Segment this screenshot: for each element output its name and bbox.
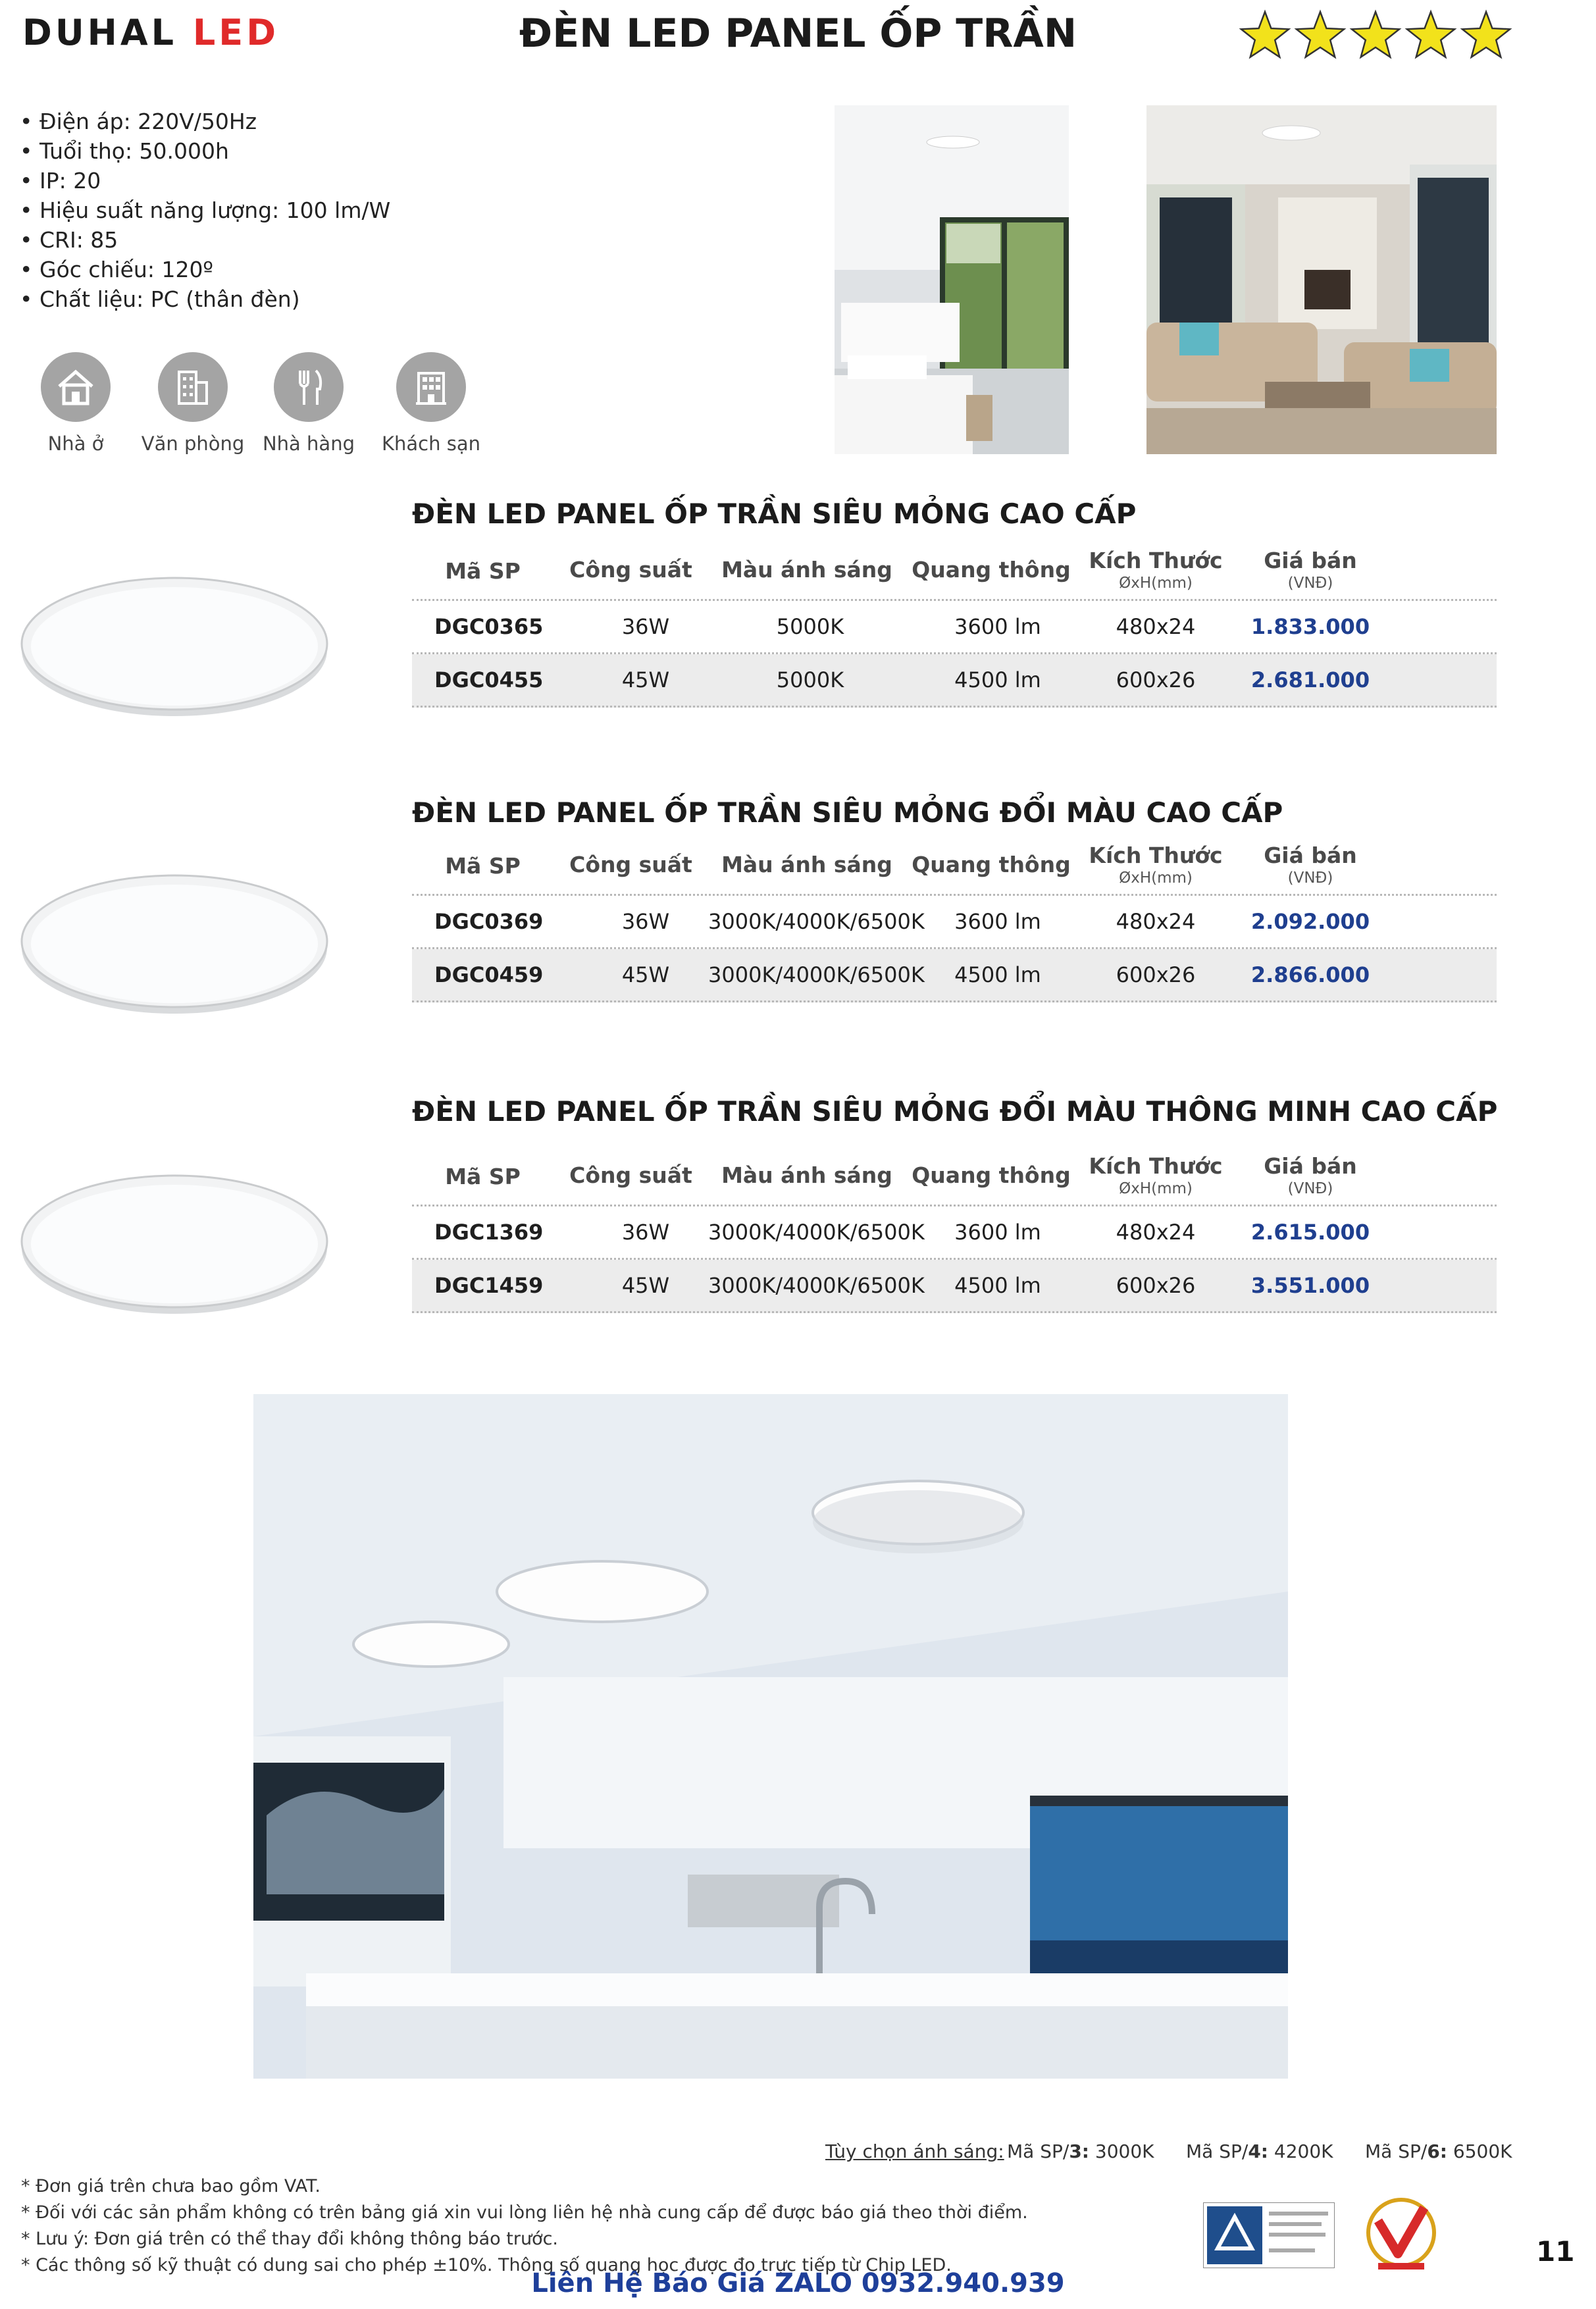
spec-list [20, 107, 390, 314]
product-color: 3000K/4000K/6500K [708, 962, 925, 987]
product-power: 45W [621, 962, 670, 987]
star-icon [1407, 12, 1454, 57]
product-size: 600x26 [1116, 1273, 1196, 1298]
brand-name-a: DUHAL [22, 12, 178, 53]
header-power: Công suất [569, 852, 692, 877]
price-table [412, 1149, 1497, 1313]
spec-item: • CRI: 85 [39, 225, 390, 255]
star-icon [1352, 12, 1399, 57]
header-price-unit: (VNĐ) [1287, 869, 1333, 887]
header-code: Mã SP [445, 1164, 521, 1189]
application-label: Khách sạn [382, 432, 480, 455]
option-code: 3: [1069, 2140, 1089, 2162]
footnote: * Lưu ý: Đơn giá trên có thể thay đổi không thông báo trước. [21, 2229, 558, 2249]
page-number: 11 [1536, 2235, 1575, 2268]
header-flux: Quang thông [912, 557, 1071, 583]
hotel-icon [396, 352, 466, 422]
product-color: 3000K/4000K/6500K [708, 1220, 925, 1245]
price-table [412, 544, 1497, 708]
product-image-lamp-2 [20, 864, 329, 1022]
footnotes [21, 2173, 1028, 2279]
fork-knife-icon [274, 352, 344, 422]
spec-item: • Tuổi thọ: 50.000h [39, 136, 390, 166]
header-price-label: Giá bán [1264, 548, 1357, 573]
option-prefix: Mã SP/ [1186, 2140, 1248, 2162]
header-price [1235, 843, 1386, 887]
product-size: 480x24 [1116, 1220, 1196, 1245]
living-room-photo [1146, 105, 1497, 454]
header-size [1077, 548, 1235, 592]
footnote: * Đơn giá trên chưa bao gồm VAT. [21, 2176, 321, 2196]
application-office [137, 352, 249, 455]
header-size-unit: ØxH(mm) [1119, 1180, 1193, 1197]
tuv-certification-logo [1203, 2202, 1335, 2268]
light-options-label [825, 2140, 1004, 2162]
header-price-label: Giá bán [1264, 1153, 1357, 1179]
header-size-label: Kích Thước [1089, 1153, 1223, 1179]
section-title: ĐÈN LED PANEL ỐP TRẦN SIÊU MỎNG ĐỔI MÀU CAO CẤP [412, 796, 1283, 829]
product-code: DGC0369 [434, 909, 544, 934]
section-title: ĐÈN LED PANEL ỐP TRẦN SIÊU MỎNG CAO CẤP [412, 498, 1137, 530]
product-price: 2.615.000 [1250, 1220, 1370, 1245]
light-option-6500k [1365, 2140, 1512, 2162]
product-flux: 4500 lm [954, 1273, 1041, 1298]
table-header [412, 1149, 1497, 1206]
option-value: 6500K [1447, 2140, 1512, 2162]
kitchen-photo [253, 1394, 1288, 2079]
light-option-4200k [1186, 2140, 1333, 2162]
product-power: 36W [621, 909, 670, 934]
product-code: DGC1459 [434, 1273, 544, 1298]
option-value: 4200K [1268, 2140, 1333, 2162]
product-price: 3.551.000 [1250, 1273, 1370, 1298]
product-code: DGC1369 [434, 1220, 544, 1245]
product-power: 36W [621, 1220, 670, 1245]
header-price-unit: (VNĐ) [1287, 575, 1333, 592]
table-row [412, 949, 1497, 1002]
product-price: 2.681.000 [1250, 667, 1370, 692]
product-flux: 3600 lm [954, 909, 1041, 934]
product-code: DGC0365 [434, 614, 544, 639]
star-icon [1297, 12, 1344, 57]
header-price [1235, 548, 1386, 592]
footnote: * Đối với các sản phẩm không có trên bảng giá xin vui lòng liên hệ nhà cung cấp để được báo giá theo thời điểm. [21, 2202, 1028, 2223]
table-row [412, 1206, 1497, 1260]
application-label: Văn phòng [141, 432, 245, 455]
quality-award-logo [1358, 2194, 1444, 2273]
header-color: Màu ánh sáng [721, 557, 892, 583]
product-flux: 3600 lm [954, 614, 1041, 639]
product-size: 480x24 [1116, 614, 1196, 639]
product-color: 5000K [776, 614, 844, 639]
header-power: Công suất [569, 557, 692, 583]
application-hotel [375, 352, 487, 455]
product-image-lamp-3 [20, 1164, 329, 1322]
office-building-icon [158, 352, 228, 422]
option-prefix: Mã SP/ [1007, 2140, 1069, 2162]
bedroom-photo [835, 105, 1069, 454]
option-prefix: Mã SP/ [1365, 2140, 1428, 2162]
spec-item: • Góc chiếu: 120º [39, 255, 390, 284]
header-code: Mã SP [445, 558, 521, 584]
header-size [1077, 843, 1235, 887]
price-table [412, 839, 1497, 1002]
product-color: 3000K/4000K/6500K [708, 909, 925, 934]
header-price-unit: (VNĐ) [1287, 1180, 1333, 1197]
table-header [412, 839, 1497, 896]
header-size-unit: ØxH(mm) [1119, 869, 1193, 887]
header-color: Màu ánh sáng [721, 1162, 892, 1188]
table-row [412, 654, 1497, 708]
product-code: DGC0459 [434, 962, 544, 987]
application-label: Nhà ở [47, 432, 104, 455]
product-power: 36W [621, 614, 670, 639]
spec-item: • Điện áp: 220V/50Hz [39, 107, 390, 136]
option-code: 4: [1248, 2140, 1268, 2162]
header-size-label: Kích Thước [1089, 548, 1223, 573]
light-option-3000k [1007, 2140, 1154, 2162]
product-power: 45W [621, 667, 670, 692]
table-row [412, 896, 1497, 949]
application-restaurant [253, 352, 365, 455]
table-header [412, 544, 1497, 601]
header-code: Mã SP [445, 853, 521, 879]
application-label: Nhà hàng [262, 432, 355, 455]
header-size [1077, 1153, 1235, 1197]
product-size: 480x24 [1116, 909, 1196, 934]
table-row [412, 601, 1497, 654]
header-size-label: Kích Thước [1089, 843, 1223, 868]
product-price: 2.092.000 [1250, 909, 1370, 934]
application-icons [20, 352, 494, 467]
section-title: ĐÈN LED PANEL ỐP TRẦN SIÊU MỎNG ĐỔI MÀU THÔNG MINH CAO CẤP [412, 1095, 1498, 1128]
star-icon [1462, 12, 1510, 57]
house-icon [41, 352, 111, 422]
header-color: Màu ánh sáng [721, 852, 892, 877]
page-title: ĐÈN LED PANEL ỐP TRẦN [519, 11, 1077, 57]
header-flux: Quang thông [912, 852, 1071, 877]
light-options-title: Tùy chọn ánh sáng: [825, 2140, 1004, 2162]
header-size-unit: ØxH(mm) [1119, 575, 1193, 592]
product-color: 3000K/4000K/6500K [708, 1273, 925, 1298]
product-price: 2.866.000 [1250, 962, 1370, 987]
product-flux: 3600 lm [954, 1220, 1041, 1245]
product-size: 600x26 [1116, 667, 1196, 692]
footnote: * Các thông số kỹ thuật có dung sai cho phép ±10%. Thông số quang học được đo trực tiếp từ Chip LED. [21, 2255, 952, 2275]
header-power: Công suất [569, 1162, 692, 1188]
option-code: 6: [1427, 2140, 1447, 2162]
product-flux: 4500 lm [954, 667, 1041, 692]
spec-item: • Hiệu suất năng lượng: 100 lm/W [39, 195, 390, 225]
rating-stars [1237, 5, 1514, 66]
product-power: 45W [621, 1273, 670, 1298]
application-home [20, 352, 132, 455]
spec-item: • Chất liệu: PC (thân đèn) [39, 284, 390, 314]
table-row [412, 1260, 1497, 1313]
product-price: 1.833.000 [1250, 614, 1370, 639]
header-flux: Quang thông [912, 1162, 1071, 1188]
option-value: 3000K [1089, 2140, 1154, 2162]
product-image-lamp-1 [20, 566, 329, 724]
product-code: DGC0455 [434, 667, 544, 692]
brand-name-b: LED [192, 12, 280, 53]
product-flux: 4500 lm [954, 962, 1041, 987]
star-icon [1241, 12, 1289, 57]
product-size: 600x26 [1116, 962, 1196, 987]
header-price [1235, 1153, 1386, 1197]
product-color: 5000K [776, 667, 844, 692]
header-price-label: Giá bán [1264, 843, 1357, 868]
spec-item: • IP: 20 [39, 166, 390, 195]
contact-line: Liên Hệ Báo Giá ZALO 0932.940.939 [531, 2268, 1065, 2298]
